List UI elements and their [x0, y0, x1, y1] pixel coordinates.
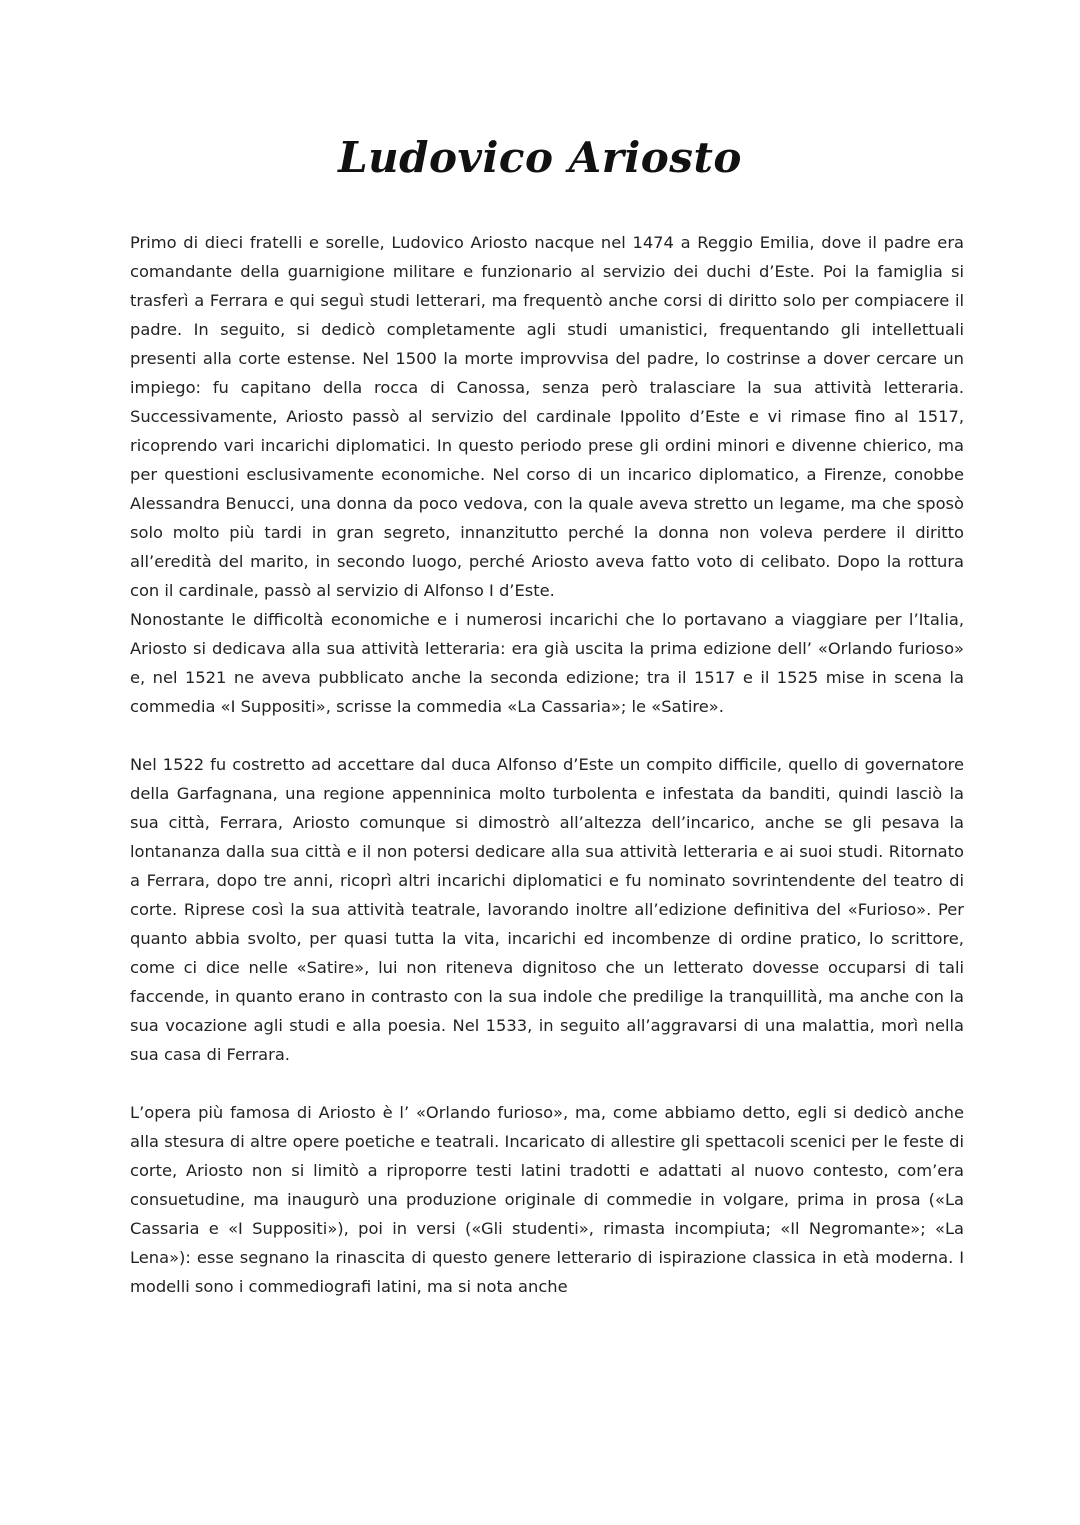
page-title: Ludovico Ariosto — [338, 133, 742, 182]
document-body — [130, 228, 964, 1301]
paragraph-garfagnana: Nel 1522 fu costretto ad accettare dal duca Alfonso d’Este un compito difficile, quello di governatore della Garfagnana, una regione appenninica molto turbolenta e infestata da banditi, quindi lasciò la sua città, Ferrara, Ariosto comunque si dimostrò all’altezza dell’incarico, anche se gli pesava la lontananza dalla sua città e il non potersi dedicare alla sua attività letteraria e ai suoi studi. Ritornato a Ferrara, dopo tre anni, ricoprì altri incarichi diplomatici e fu nominato sovrintendente del teatro di corte. Riprese così la sua attività teatrale, lavorando inoltre all’edizione definitiva del «Furioso». Per quanto abbia svolto, per quasi tutta la vita, incarichi ed incombenze di ordine pratico, lo scrittore, come ci dice nelle «Satire», lui non riteneva dignitoso che un letterato dovesse occuparsi di tali faccende, in quanto erano in contrasto con la sua indole che predilige la tranquillità, ma anche con la sua vocazione agli studi e alla poesia. Nel 1533, in seguito all’aggravarsi di una malattia, morì nella sua casa di Ferrara. — [130, 755, 964, 1064]
paragraph-literary-activity: Nonostante le difficoltà economiche e i numerosi incarichi che lo portavano a viaggiare per l’Italia, Ariosto si dedicava alla sua attività letteraria: era già uscita la prima edizione dell’ «Orlando furioso» e, nel 1521 ne aveva pubblicato anche la seconda edizione; tra il 1517 e il 1525 mise in scena la commedia «I Suppositi», scrisse la commedia «La Cassaria»; le «Satire». — [130, 610, 964, 716]
paragraph-biography-early: Primo di dieci fratelli e sorelle, Ludovico Ariosto nacque nel 1474 a Reggio Emilia, dove il padre era comandante della guarnigione militare e funzionario al servizio dei duchi d’Este. Poi la famiglia si trasferì a Ferrara e qui seguì studi letterari, ma frequentò anche corsi di diritto solo per compiacere il padre. In seguito, si dedicò completamente agli studi umanistici, frequentando gli intellettuali presenti alla corte estense. Nel 1500 la morte improvvisa del padre, lo costrinse a dover cercare un impiego: fu capitano della rocca di Canossa, senza però tralasciare la sua attività letteraria. Successivamente, Ariosto passò al servizio del cardinale Ippolito d’Este e vi rimase fino al 1517, ricoprendo vari incarichi diplomatici. In questo periodo prese gli ordini minori e divenne chierico, ma per questioni esclusivamente economiche. Nel corso di un incarico diplomatico, a Firenze, conobbe Alessandra Benucci, una donna da poco vedova, con la quale aveva stretto un legame, ma che sposò solo molto più tardi in gran segreto, innanzitutto perché la donna non voleva perdere il diritto all’eredità del marito, in secondo luogo, perché Ariosto aveva fatto voto di celibato. Dopo la rottura con il cardinale, passò al servizio di Alfonso I d’Este. — [130, 233, 964, 600]
paragraph-works: L’opera più famosa di Ariosto è l’ «Orlando furioso», ma, come abbiamo detto, egli si dedicò anche alla stesura di altre opere poetiche e teatrali. Incaricato di allestire gli spettacoli scenici per le feste di corte, Ariosto non si limitò a riproporre testi latini tradotti e adattati al nuovo contesto, com’era consuetudine, ma inaugurò una produzione originale di commedie in volgare, prima in prosa («La Cassaria e «I Suppositi»), poi in versi («Gli studenti», rimasta incompiuta; «Il Negromante»; «La Lena»): esse segnano la rinascita di questo genere letterario di ispirazione classica in età moderna. I modelli sono i commediografi latini, ma si nota anche — [130, 1103, 964, 1296]
